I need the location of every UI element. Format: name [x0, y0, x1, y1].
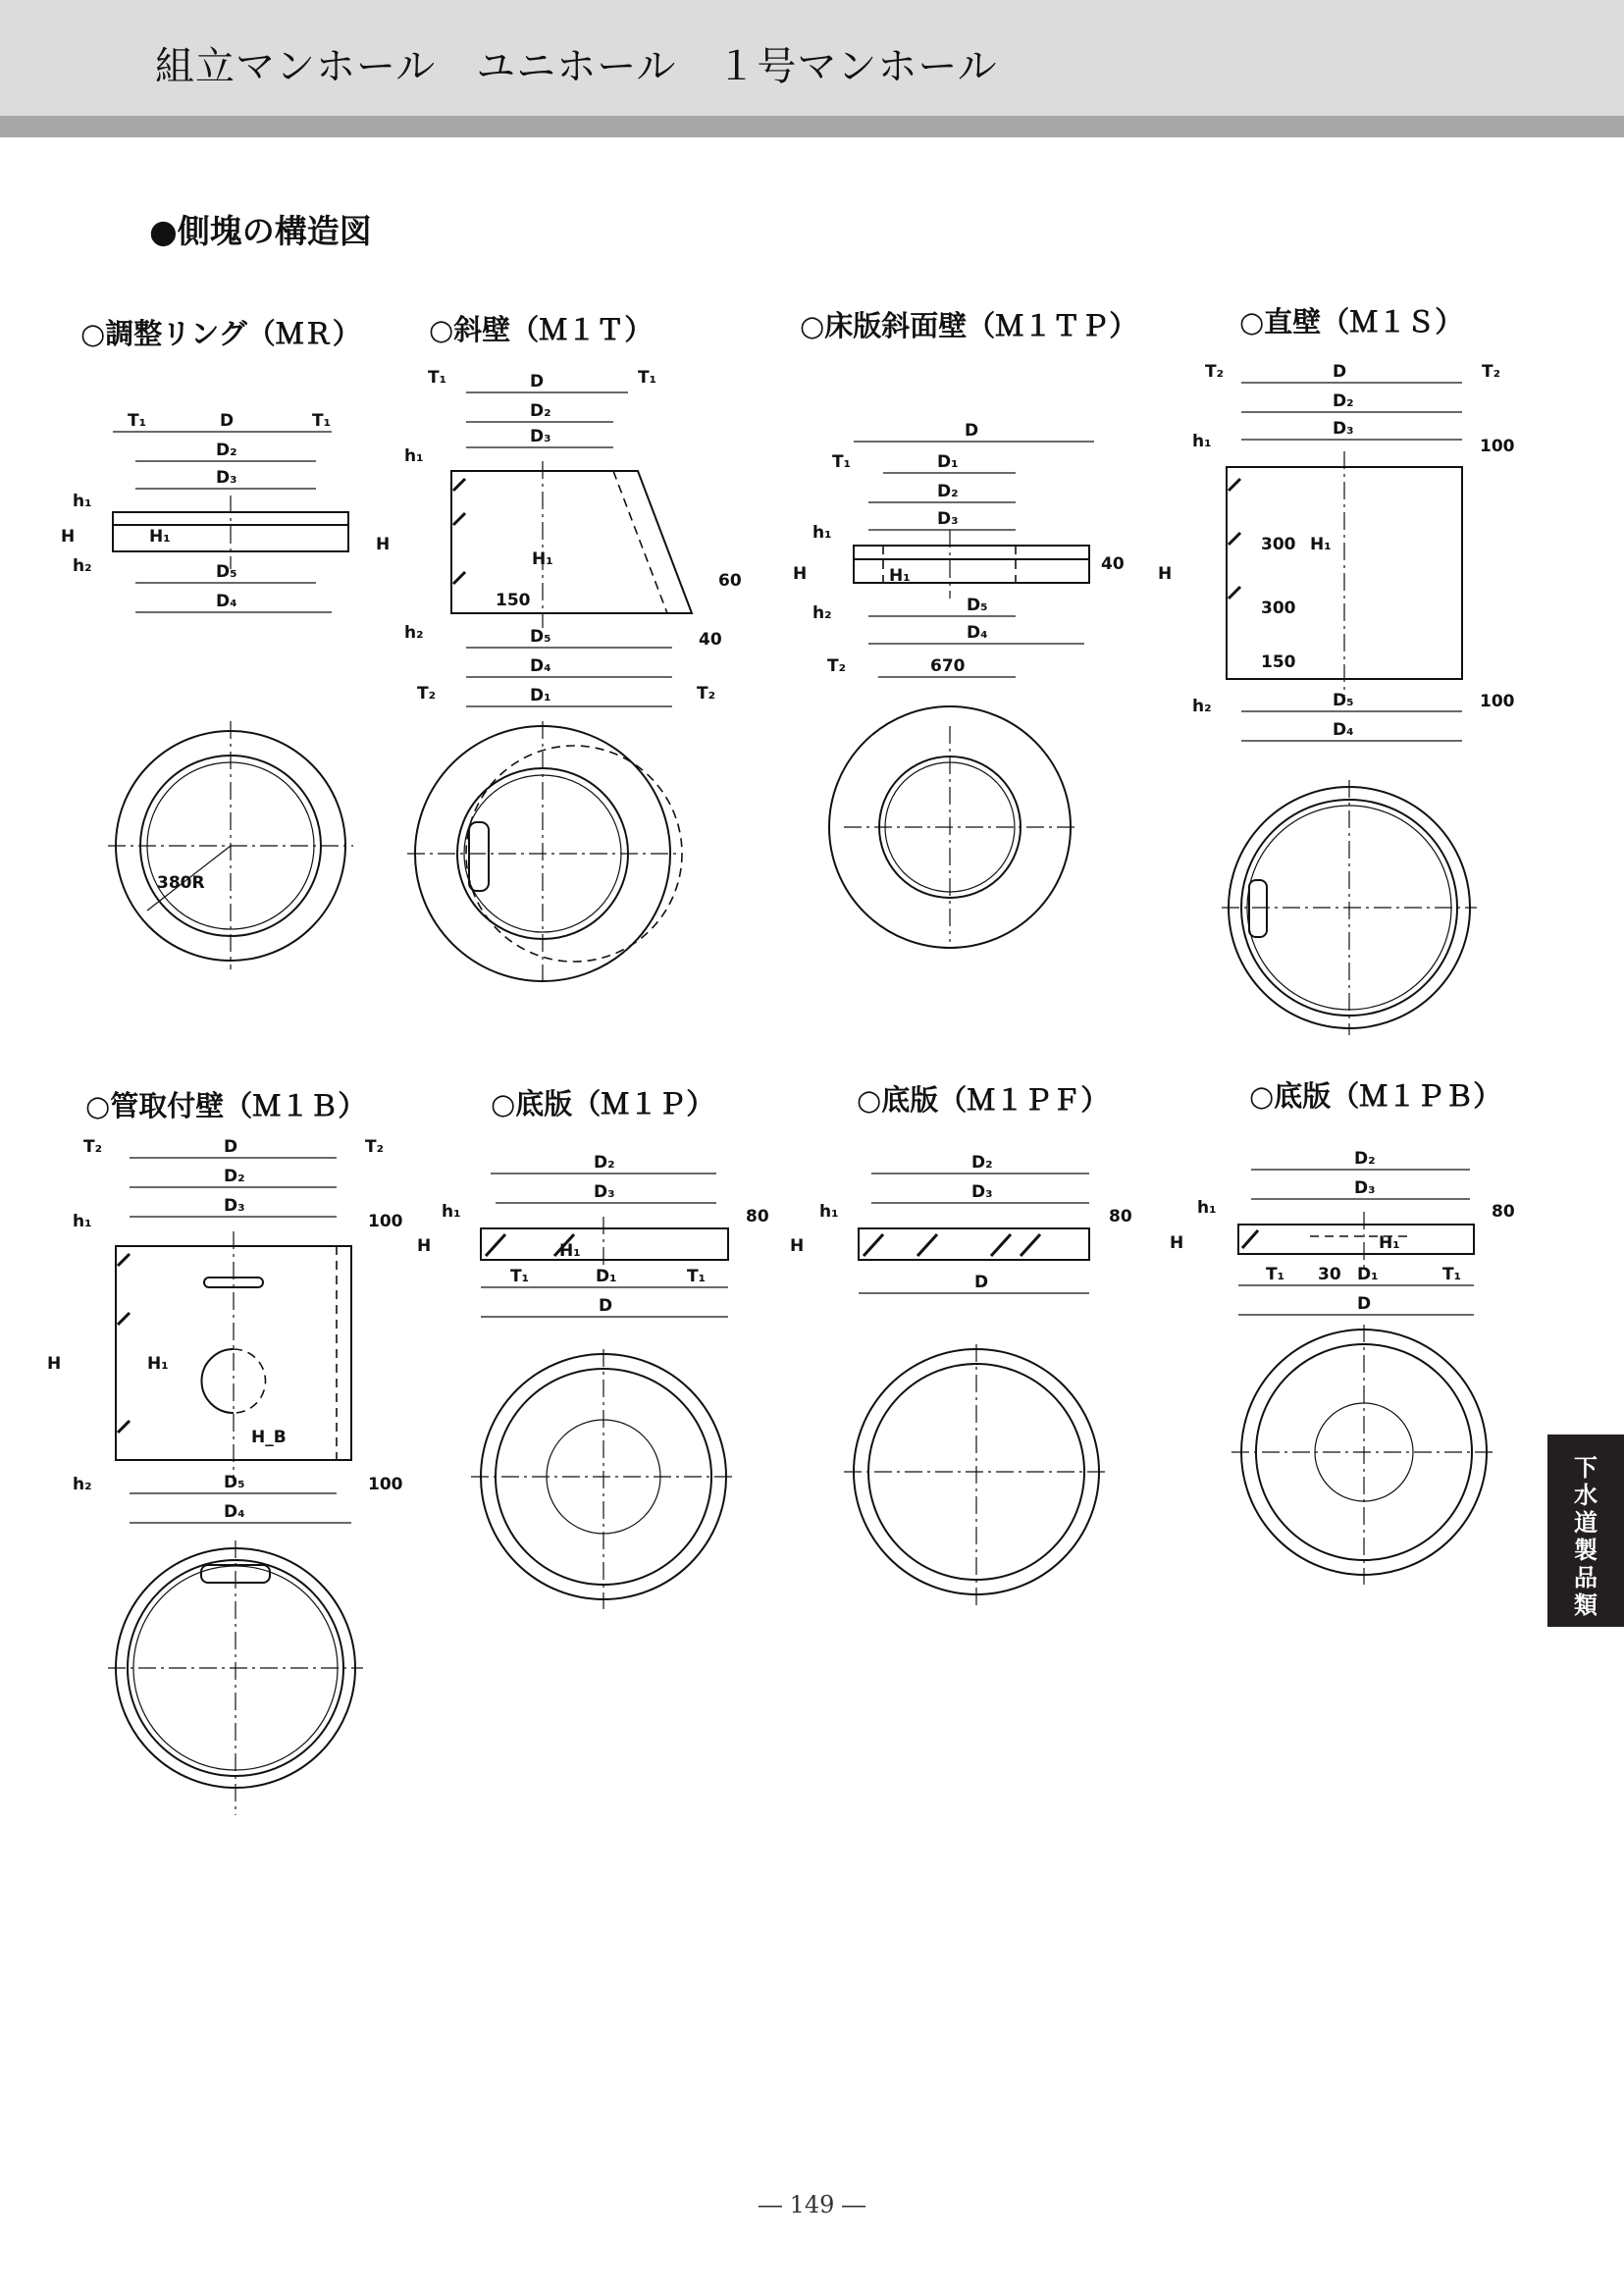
dim-t1: T₁ — [312, 411, 332, 431]
dim-150: 150 — [496, 591, 531, 610]
drawing-m1b-plan — [108, 1540, 363, 1815]
dim-h2: h₂ — [812, 603, 832, 623]
dim-h: H — [376, 535, 391, 554]
dim-hb: H_B — [251, 1428, 287, 1447]
dim-d4: D₄ — [967, 623, 988, 643]
dim-t2: T₂ — [83, 1137, 103, 1157]
dim-d: D — [599, 1296, 613, 1316]
dim-t1: T₁ — [428, 368, 447, 388]
dim-t2: T₂ — [827, 656, 847, 676]
dim-h: H — [47, 1354, 62, 1374]
dim-d5: D₅ — [224, 1473, 245, 1492]
dim-d4: D₄ — [530, 656, 551, 676]
dim-t1: T₁ — [1266, 1265, 1285, 1284]
dim-h2: h₂ — [73, 1475, 92, 1494]
dim-d4: D₄ — [224, 1502, 245, 1522]
label-m1pb: ○底版（Ｍ１ＰＢ） — [1249, 1079, 1502, 1113]
drawing-m1tp-plan — [829, 706, 1079, 948]
dim-40: 40 — [1101, 554, 1125, 574]
dim-d1: D₁ — [937, 452, 959, 472]
dim-t1: T₁ — [638, 368, 657, 388]
section-heading: ●側塊の構造図 — [149, 212, 372, 250]
dim-h2: h₂ — [1192, 697, 1212, 716]
dim-t1: T₁ — [1442, 1265, 1462, 1284]
dim-t1: T₁ — [832, 452, 852, 472]
dim-d3: D₃ — [594, 1182, 615, 1202]
label-m1s: ○直壁（Ｍ１Ｓ） — [1239, 305, 1464, 339]
dim-d4: D₄ — [216, 592, 237, 611]
drawing-m1p-plan — [471, 1349, 736, 1609]
drawing-m1pb-plan — [1231, 1325, 1496, 1585]
dim-t2: T₂ — [365, 1137, 385, 1157]
dim-100: 100 — [368, 1475, 403, 1494]
drawing-m1pb-section — [1170, 1149, 1515, 1315]
dim-d2: D₂ — [594, 1153, 615, 1173]
dim-80: 80 — [746, 1207, 769, 1226]
dim-h: H — [61, 527, 76, 547]
dim-d3: D₃ — [1333, 419, 1354, 439]
drawing-m1t-section — [376, 368, 742, 706]
dim-hh1: H₁ — [532, 549, 553, 569]
dim-h2: h₂ — [404, 623, 424, 643]
dim-d: D — [220, 411, 235, 431]
drawing-m1s-plan — [1222, 780, 1477, 1035]
page-title: 組立マンホール ユニホール １号マンホール — [155, 44, 998, 89]
dim-d2: D₂ — [216, 441, 237, 460]
dim-d5: D₅ — [216, 562, 237, 582]
dim-h1: h₁ — [442, 1202, 461, 1222]
dim-100: 100 — [368, 1212, 403, 1231]
dim-hh1: H₁ — [889, 566, 911, 586]
dim-100: 100 — [1480, 437, 1515, 456]
dim-30: 30 — [1318, 1265, 1341, 1284]
dim-d: D — [1357, 1294, 1372, 1314]
dim-d5: D₅ — [1333, 691, 1354, 710]
drawing-m1b-section — [47, 1137, 403, 1523]
dim-h: H — [417, 1236, 432, 1256]
dim-h1: h₁ — [73, 1212, 92, 1231]
dim-h: H — [793, 564, 808, 584]
dim-d2: D₂ — [937, 482, 959, 501]
category-side-tab[interactable] — [1547, 1434, 1624, 1627]
dim-380r: 380R — [157, 873, 205, 893]
page-number: ― 149 ― — [758, 2191, 866, 2218]
dim-100: 100 — [1480, 692, 1515, 711]
dim-d2: D₂ — [224, 1167, 245, 1186]
dim-d1: D₁ — [596, 1267, 617, 1286]
dim-d2: D₂ — [1333, 391, 1354, 411]
drawing-m1pf-plan — [844, 1344, 1109, 1609]
label-m1pf: ○底版（Ｍ１ＰＦ） — [857, 1083, 1110, 1117]
dim-hh1: H₁ — [147, 1354, 169, 1374]
dim-d3: D₃ — [971, 1182, 993, 1202]
drawing-m1p-section — [417, 1153, 769, 1317]
dim-h2: h₂ — [73, 556, 92, 576]
dim-t1: T₁ — [687, 1267, 707, 1286]
dim-t2: T₂ — [697, 684, 716, 704]
dim-h: H — [1158, 564, 1173, 584]
dim-d: D — [530, 372, 545, 391]
dim-t2: T₂ — [1482, 362, 1501, 382]
dim-300: 300 — [1261, 599, 1296, 618]
dim-d2: D₂ — [1354, 1149, 1376, 1169]
dim-d: D — [974, 1273, 989, 1292]
label-m1b: ○管取付壁（Ｍ１Ｂ） — [85, 1089, 367, 1122]
dim-80: 80 — [1109, 1207, 1132, 1226]
dim-d4: D₄ — [1333, 720, 1354, 740]
drawing-m1s-section — [1158, 362, 1515, 741]
label-m1t: ○斜壁（Ｍ１Ｔ） — [429, 313, 654, 346]
dim-hh1: H₁ — [559, 1241, 581, 1261]
dim-150: 150 — [1261, 652, 1296, 672]
dim-d2: D₂ — [530, 401, 551, 421]
dim-d5: D₅ — [967, 596, 988, 615]
drawing-m1t-plan — [407, 721, 682, 986]
dim-t1: T₁ — [128, 411, 147, 431]
dim-d: D — [224, 1137, 238, 1157]
dim-h: H — [1170, 1233, 1184, 1253]
dim-d: D — [1333, 362, 1347, 382]
dim-d3: D₃ — [224, 1196, 245, 1216]
dim-d1: D₁ — [1357, 1265, 1379, 1284]
dim-h1: h₁ — [812, 523, 832, 543]
label-m1tp: ○床版斜面壁（Ｍ１ＴＰ） — [800, 309, 1138, 342]
dim-h1: h₁ — [1197, 1198, 1217, 1218]
dim-h1: h₁ — [404, 446, 424, 466]
dim-d5: D₅ — [530, 627, 551, 647]
drawing-m1tp-section — [793, 421, 1125, 677]
side-tab-label: 下水道製品類 — [1574, 1454, 1598, 1619]
dim-670: 670 — [930, 656, 966, 676]
dim-h1: h₁ — [1192, 432, 1212, 451]
drawing-m1pf-section — [790, 1153, 1132, 1293]
dim-d: D — [965, 421, 979, 441]
label-m1p: ○底版（Ｍ１Ｐ） — [491, 1087, 715, 1121]
dim-d1: D₁ — [530, 686, 551, 705]
dim-40: 40 — [699, 630, 722, 650]
label-mr: ○調整リング（ＭＲ） — [80, 317, 361, 350]
dim-d3: D₃ — [530, 427, 551, 446]
dim-t1: T₁ — [510, 1267, 530, 1286]
dim-hh1: H₁ — [1310, 535, 1332, 554]
dim-60: 60 — [718, 571, 742, 591]
dim-h: H — [790, 1236, 805, 1256]
dim-t2: T₂ — [1205, 362, 1225, 382]
dim-hh1: H₁ — [1379, 1233, 1400, 1253]
dim-d3: D₃ — [216, 468, 237, 488]
dim-t2: T₂ — [417, 684, 437, 704]
dim-hh1: H₁ — [149, 527, 171, 547]
dim-d3: D₃ — [1354, 1178, 1376, 1198]
dim-d3: D₃ — [937, 509, 959, 529]
dim-d2: D₂ — [971, 1153, 993, 1173]
dim-300: 300 — [1261, 535, 1296, 554]
dim-h1: h₁ — [73, 492, 92, 511]
drawing-mr-plan — [108, 721, 353, 969]
dim-h1: h₁ — [819, 1202, 839, 1222]
dim-80: 80 — [1492, 1202, 1515, 1222]
drawing-mr-section — [61, 411, 348, 612]
